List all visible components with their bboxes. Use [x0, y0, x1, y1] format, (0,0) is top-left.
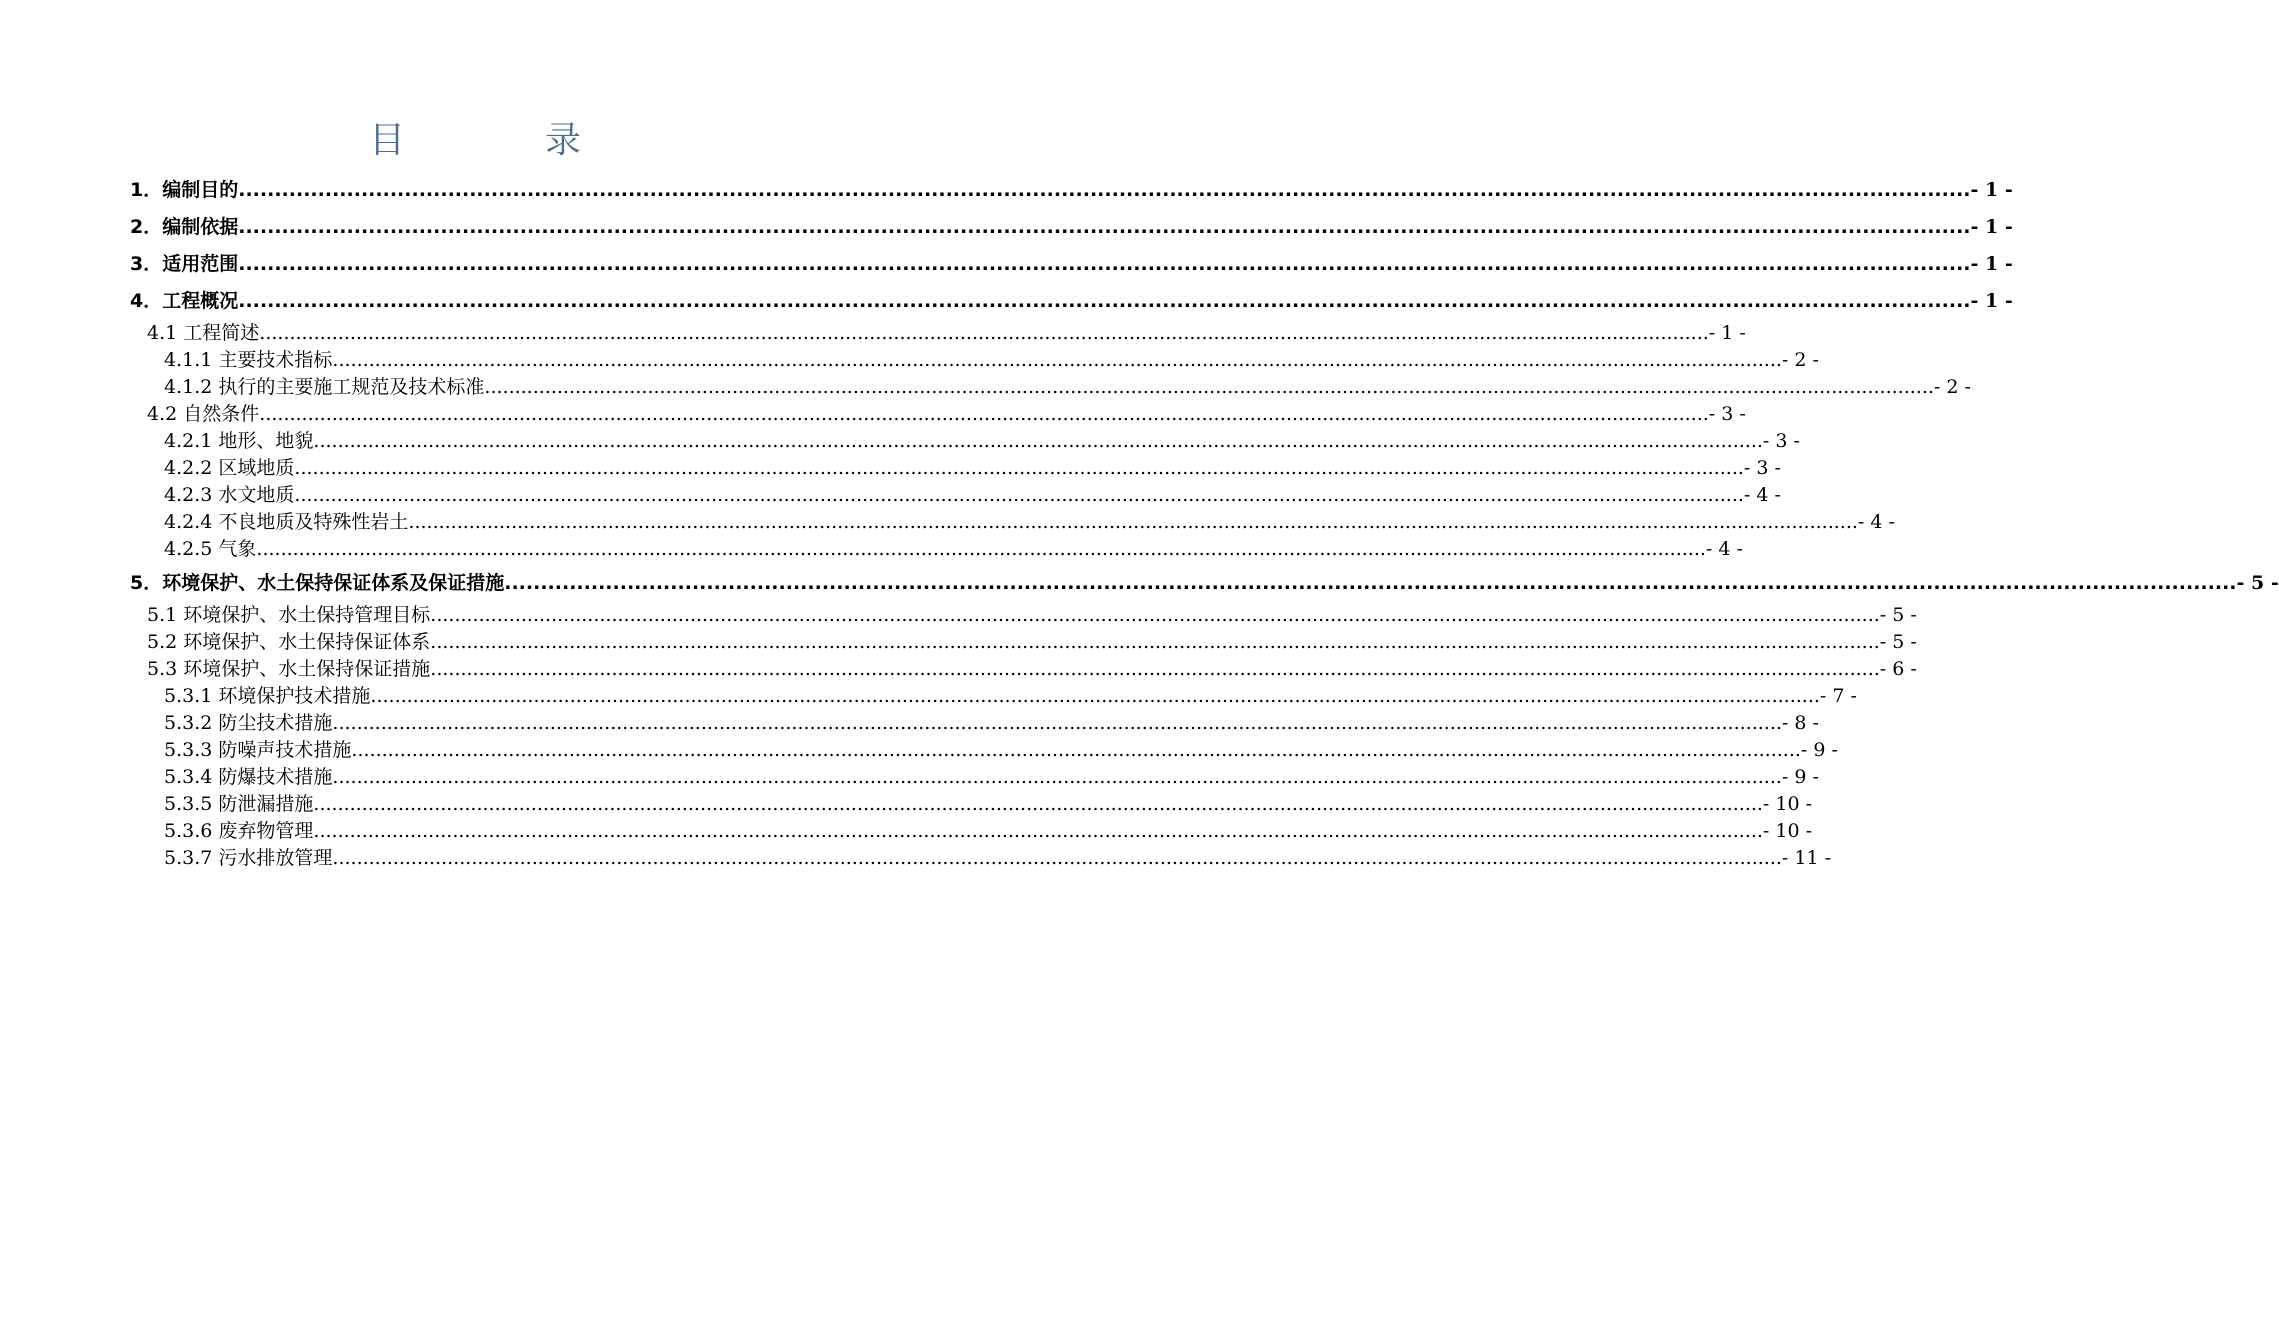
toc-entry-number: 1． — [130, 179, 163, 201]
toc-entry[interactable] — [130, 683, 1857, 710]
toc-entry-text: 自然条件 — [183, 403, 260, 425]
toc-entry[interactable] — [130, 629, 1917, 656]
dot-leader: ................................................................................................................................................................................................................................................ — [332, 712, 1782, 734]
toc-entry-text: 工程简述 — [183, 322, 260, 344]
toc-entry-page: - 3 - — [1762, 430, 1800, 452]
toc-entry-page: - 1 - — [1970, 253, 2013, 275]
toc-entry-text: 防爆技术措施 — [218, 766, 333, 788]
dot-leader: ................................................................................................................................................................................................................................................ — [313, 793, 1763, 815]
toc-entry[interactable] — [130, 482, 1781, 509]
toc-list — [130, 172, 2279, 872]
toc-entry-number: 4.2.4 — [164, 511, 219, 533]
toc-entry-number: 5.1 — [147, 604, 184, 626]
dot-leader: ................................................................................................................................................................................................................................................ — [430, 604, 1880, 626]
toc-entry-page: - 1 - — [1970, 290, 2013, 312]
toc-entry-text: 编制目的 — [162, 179, 239, 201]
toc-entry-page: - 1 - — [1708, 322, 1746, 344]
toc-entry[interactable] — [130, 455, 1781, 482]
toc-entry[interactable] — [130, 347, 1819, 374]
toc-entry-page: - 11 - — [1781, 847, 1832, 869]
toc-entry-page: - 5 - — [1879, 604, 1917, 626]
toc-entry-number: 4.2.5 — [164, 538, 219, 560]
dot-leader: ................................................................................................................................................................................................................................................ — [332, 847, 1782, 869]
toc-entry-page: - 5 - — [1879, 631, 1917, 653]
dot-leader: ................................................................................................................................................................................................................................................ — [238, 290, 1971, 312]
toc-entry[interactable] — [130, 320, 1746, 347]
toc-entry-text: 废弃物管理 — [218, 820, 314, 842]
toc-entry-text: 环境保护技术措施 — [218, 685, 371, 707]
toc-entry-text: 主要技术指标 — [218, 349, 333, 371]
toc-entry-page: - 10 - — [1762, 820, 1813, 842]
toc-entry[interactable] — [130, 710, 1819, 737]
toc-entry-page: - 3 - — [1743, 457, 1781, 479]
toc-entry[interactable] — [130, 509, 1895, 536]
toc-entry[interactable] — [130, 246, 2013, 283]
toc-entry-text: 气象 — [218, 538, 257, 560]
dot-leader: ................................................................................................................................................................................................................................................ — [408, 511, 1858, 533]
toc-entry[interactable] — [130, 656, 1917, 683]
toc-entry-text: 地形、地貌 — [218, 430, 314, 452]
toc-entry[interactable] — [130, 374, 1971, 401]
toc-entry-page: - 7 - — [1819, 685, 1857, 707]
toc-entry-page: - 2 - — [1933, 376, 1971, 398]
toc-entry-number: 4.1.1 — [164, 349, 219, 371]
toc-entry-text: 区域地质 — [218, 457, 295, 479]
toc-entry-number: 4.2.3 — [164, 484, 219, 506]
toc-entry-page: - 1 - — [1970, 216, 2013, 238]
toc-entry-page: - 9 - — [1800, 739, 1838, 761]
dot-leader: ................................................................................................................................................................................................................................................ — [484, 376, 1934, 398]
toc-entry-page: - 1 - — [1970, 179, 2013, 201]
toc-entry-text: 环境保护、水土保持保证体系 — [183, 631, 431, 653]
toc-entry-text: 编制依据 — [162, 216, 239, 238]
toc-entry-number: 5． — [130, 572, 163, 594]
toc-entry-text: 防泄漏措施 — [218, 793, 314, 815]
toc-entry-page: - 4 - — [1743, 484, 1781, 506]
dot-leader: ................................................................................................................................................................................................................................................ — [238, 216, 1971, 238]
toc-entry[interactable] — [130, 764, 1819, 791]
dot-leader: ................................................................................................................................................................................................................................................ — [332, 766, 1782, 788]
toc-entry-page: - 2 - — [1781, 349, 1819, 371]
toc-entry-page: - 3 - — [1708, 403, 1746, 425]
toc-entry-text: 适用范围 — [162, 253, 239, 275]
dot-leader: ................................................................................................................................................................................................................................................ — [430, 631, 1880, 653]
dot-leader: ................................................................................................................................................................................................................................................ — [351, 739, 1801, 761]
toc-entry-page: - 5 - — [2236, 572, 2279, 594]
toc-entry[interactable] — [130, 602, 1917, 629]
toc-entry[interactable] — [130, 172, 2013, 209]
toc-entry-number: 4.2.2 — [164, 457, 219, 479]
toc-entry-page: - 10 - — [1762, 793, 1813, 815]
dot-leader: ................................................................................................................................................................................................................................................ — [256, 538, 1706, 560]
toc-entry-page: - 4 - — [1857, 511, 1895, 533]
toc-entry-text: 环境保护、水土保持管理目标 — [183, 604, 431, 626]
toc-entry-page: - 4 - — [1705, 538, 1743, 560]
toc-entry-text: 执行的主要施工规范及技术标准 — [218, 376, 485, 398]
toc-entry-page: - 9 - — [1781, 766, 1819, 788]
dot-leader: ................................................................................................................................................................................................................................................ — [313, 820, 1763, 842]
toc-entry-number: 4.1 — [147, 322, 184, 344]
toc-entry-number: 4.1.2 — [164, 376, 219, 398]
dot-leader: ................................................................................................................................................................................................................................................ — [238, 253, 1971, 275]
toc-entry[interactable] — [130, 737, 1838, 764]
toc-entry-text: 水文地质 — [218, 484, 295, 506]
toc-entry-number: 5.3.3 — [164, 739, 219, 761]
toc-entry-number: 5.3.1 — [164, 685, 219, 707]
toc-entry-number: 5.2 — [147, 631, 184, 653]
dot-leader: ................................................................................................................................................................................................................................................ — [332, 349, 1782, 371]
dot-leader: ................................................................................................................................................................................................................................................ — [259, 403, 1709, 425]
dot-leader: ................................................................................................................................................................................................................................................ — [259, 322, 1709, 344]
toc-entry[interactable] — [130, 818, 1813, 845]
toc-entry-text: 环境保护、水土保持保证体系及保证措施 — [162, 572, 505, 594]
dot-leader: ................................................................................................................................................................................................................................................ — [313, 430, 1763, 452]
toc-entry-text: 污水排放管理 — [218, 847, 333, 869]
toc-entry-text: 工程概况 — [162, 290, 239, 312]
toc-entry-number: 4.2 — [147, 403, 184, 425]
toc-entry-number: 5.3.4 — [164, 766, 219, 788]
toc-entry-page: - 8 - — [1781, 712, 1819, 734]
toc-entry-number: 2． — [130, 216, 163, 238]
toc-entry-number: 3． — [130, 253, 163, 275]
toc-entry-text: 防尘技术措施 — [218, 712, 333, 734]
dot-leader: ................................................................................................................................................................................................................................................ — [504, 572, 2237, 594]
dot-leader: ................................................................................................................................................................................................................................................ — [294, 484, 1744, 506]
toc-entry-number: 5.3.5 — [164, 793, 219, 815]
toc-entry-number: 5.3 — [147, 658, 184, 680]
toc-entry-text: 不良地质及特殊性岩土 — [218, 511, 409, 533]
toc-entry[interactable] — [130, 845, 1832, 872]
toc-entry[interactable] — [130, 283, 2013, 320]
toc-entry-page: - 6 - — [1879, 658, 1917, 680]
dot-leader: ................................................................................................................................................................................................................................................ — [430, 658, 1880, 680]
toc-entry-text: 防噪声技术措施 — [218, 739, 352, 761]
toc-entry-number: 4． — [130, 290, 163, 312]
toc-entry[interactable] — [130, 565, 2279, 602]
toc-entry[interactable] — [130, 536, 1743, 563]
toc-entry-number: 5.3.7 — [164, 847, 219, 869]
dot-leader: ................................................................................................................................................................................................................................................ — [238, 179, 1971, 201]
toc-title: 目 录 — [368, 120, 633, 161]
dot-leader: ................................................................................................................................................................................................................................................ — [294, 457, 1744, 479]
toc-entry[interactable] — [130, 401, 1746, 428]
toc-entry-number: 4.2.1 — [164, 430, 219, 452]
dot-leader: ................................................................................................................................................................................................................................................ — [370, 685, 1820, 707]
toc-entry[interactable] — [130, 791, 1813, 818]
toc-entry[interactable] — [130, 428, 1800, 455]
toc-entry-number: 5.3.2 — [164, 712, 219, 734]
toc-entry-number: 5.3.6 — [164, 820, 219, 842]
toc-entry-text: 环境保护、水土保持保证措施 — [183, 658, 431, 680]
toc-entry[interactable] — [130, 209, 2013, 246]
